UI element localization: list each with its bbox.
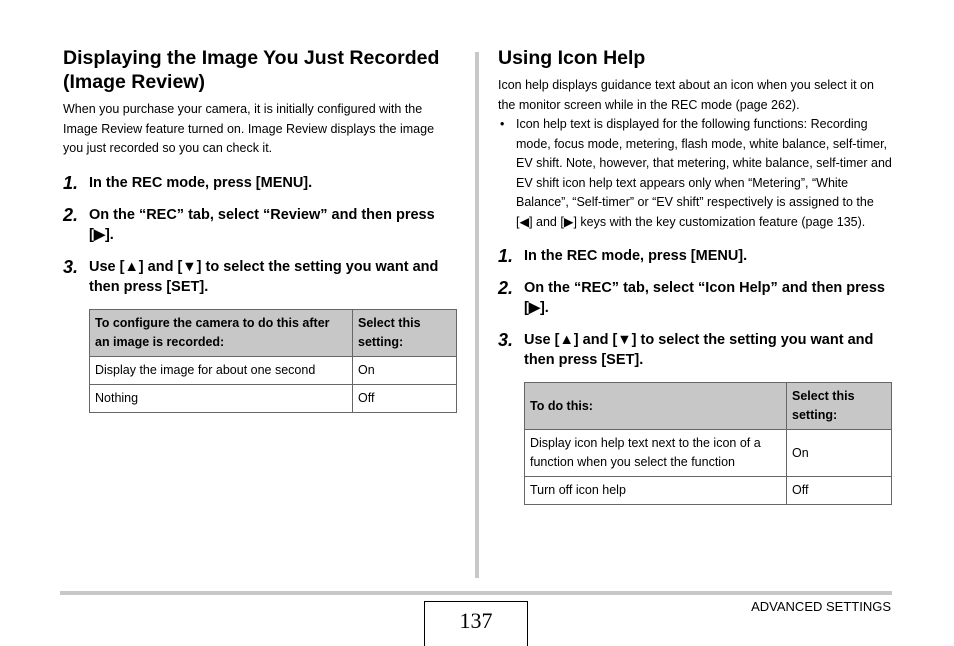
step-number: 2. [63,204,79,225]
step-text: Use [▲] and [▼] to select the setting you want and then press [SET]. [89,258,439,295]
table-row [90,384,457,412]
bullet-text: Icon help text is displayed for the following functions: Recording mode, focus mode, metering, flash mode, white balance, self-timer, EV shift. Note, however, that metering, white balance, self-timer and EV shift icon help text appears only when “Metering”, “White Balance”, “Self-timer” or “EV shift” respectively is assigned to the [◀] and [▶] keys with the key customization feature (page 135). [516,117,892,229]
step-number: 1. [498,246,514,266]
step-text: On the “REC” tab, select “Review” and then press [▶]. [89,206,435,243]
step-text: In the REC mode, press [MENU]. [524,248,748,264]
table-cell: On [787,430,892,477]
settings-table [524,382,892,505]
table-row [90,356,457,384]
table-row [525,477,892,505]
step-text: On the “REC” tab, select “Icon Help” and then press [▶]. [524,280,885,316]
right-column [498,46,892,505]
table-header: Select this setting: [787,383,892,430]
table-cell: Nothing [90,384,353,412]
step-number: 3. [498,330,514,350]
table-cell: Turn off icon help [525,477,787,505]
page-number: 137 [424,601,528,646]
step-1 [63,173,457,193]
step-text: Use [▲] and [▼] to select the setting you want and then press [SET]. [524,332,874,368]
left-column [63,46,457,413]
step-number: 1. [63,172,79,193]
step-2 [63,205,457,245]
step-3 [63,257,457,297]
section-title-image-review: Displaying the Image You Just Recorded (Image Review) [63,47,440,93]
bullet-icon: • [500,117,505,131]
step-number: 2. [498,278,514,298]
table-cell: Display icon help text next to the icon of a function when you select the function [525,430,787,477]
step-2 [498,278,892,318]
column-divider [475,52,479,578]
table-cell: Off [787,477,892,505]
table-cell: Display the image for about one second [90,356,353,384]
intro-paragraph: When you purchase your camera, it is initially configured with the Image Review feature turned on. Image Review displays the image you just recorded so you can check it. [63,102,435,155]
table-cell: Off [353,384,457,412]
table-header: To do this: [525,383,787,430]
section-title-icon-help: Using Icon Help [498,47,646,69]
section-label: ADVANCED SETTINGS [751,599,891,614]
table-row [525,430,892,477]
settings-table [89,309,457,413]
table-header-row [90,309,457,356]
footer-rule [60,591,892,595]
step-1 [498,246,892,266]
step-3 [498,330,892,370]
bullet-note [498,115,892,232]
table-header-row [525,383,892,430]
table-header: Select this setting: [353,309,457,356]
step-text: In the REC mode, press [MENU]. [89,174,313,191]
table-header: To configure the camera to do this after an image is recorded: [90,309,353,356]
table-cell: On [353,356,457,384]
step-number: 3. [63,256,79,277]
intro-paragraph: Icon help displays guidance text about an icon when you select it on the monitor screen while in the REC mode (page 262). [498,78,874,112]
